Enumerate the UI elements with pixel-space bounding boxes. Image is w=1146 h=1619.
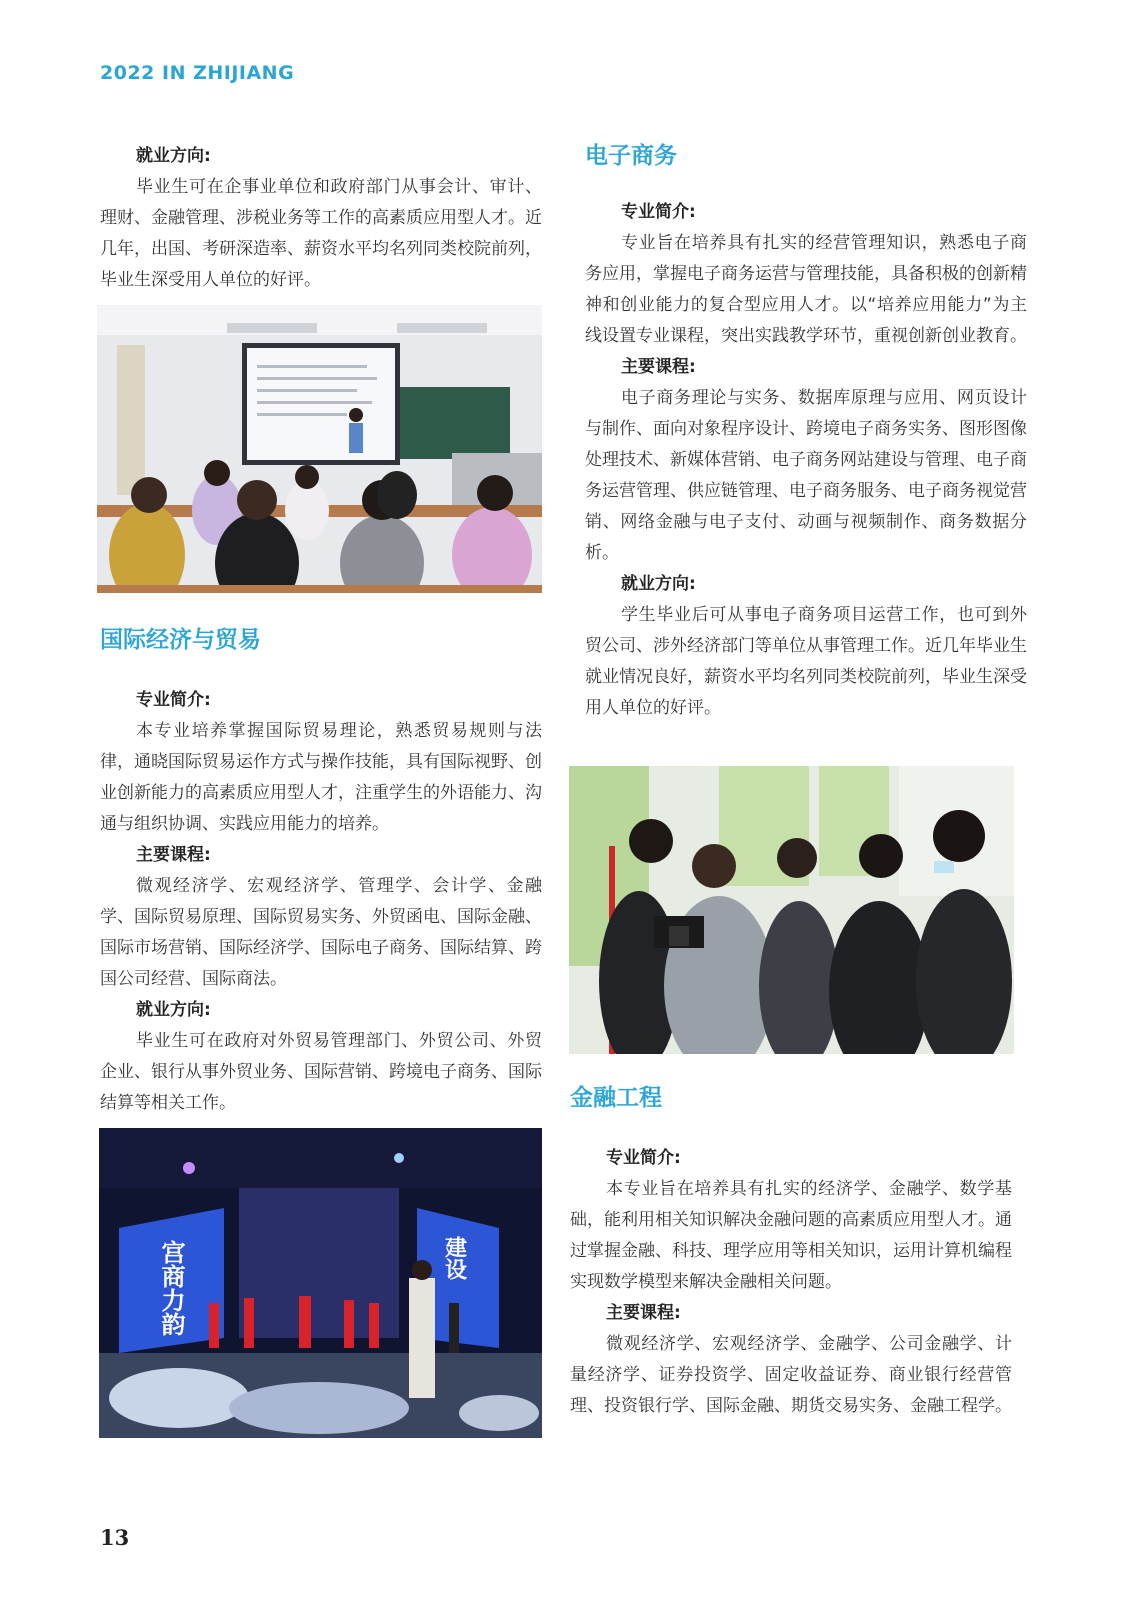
career-label: 就业方向: xyxy=(136,146,211,166)
intl-courses-label: 主要课程: xyxy=(136,845,211,865)
intl-career-text: 毕业生可在政府对外贸易管理部门、外贸公司、外贸企业、银行从事外贸业务、国际营销、跨境电子商务、国际结算等相关工作。 xyxy=(100,1031,542,1113)
finance-courses-text: 微观经济学、宏观经济学、金融学、公司金融学、计量经济学、证券投资学、固定收益证券、商业银行经营管理、投资银行学、国际金融、期货交易实务、金融工程学。 xyxy=(570,1334,1012,1416)
ecom-courses-label: 主要课程: xyxy=(621,357,696,377)
finance-section xyxy=(570,1083,1012,1422)
finance-title: 金融工程 xyxy=(570,1085,662,1111)
classroom-photo xyxy=(97,305,542,593)
intl-section xyxy=(100,625,542,1119)
stage-banner-left: 宫商力韵 xyxy=(157,1240,185,1336)
stage-performance-photo xyxy=(99,1128,542,1438)
left-column xyxy=(100,141,542,296)
finance-intro-text: 本专业旨在培养具有扎实的经济学、金融学、数学基础，能利用相关知识解决金融问题的高素质应用型人才。通过掌握金融、科技、理学应用等相关知识，运用计算机编程实现数学模型来解决金融相关问题。 xyxy=(570,1179,1012,1292)
camera-lab-photo xyxy=(569,766,1014,1054)
career-text: 毕业生可在企事业单位和政府部门从事会计、审计、理财、金融管理、涉税业务等工作的高素质应用型人才。近几年，出国、考研深造率、薪资水平均名列同类校院前列，毕业生深受用人单位的好评。 xyxy=(100,177,542,290)
running-header: 2022 IN ZHIJIANG xyxy=(100,62,295,84)
intl-title: 国际经济与贸易 xyxy=(100,627,261,653)
page-number: 13 xyxy=(100,1525,130,1550)
ecom-title: 电子商务 xyxy=(585,143,677,169)
ecom-career-text: 学生毕业后可从事电子商务项目运营工作，也可到外贸公司、涉外经济部门等单位从事管理工作。近几年毕业生就业情况良好，薪资水平均名列同类校院前列，毕业生深受用人单位的好评。 xyxy=(585,605,1027,718)
ecom-section xyxy=(585,141,1027,724)
ecom-courses-text: 电子商务理论与实务、数据库原理与应用、网页设计与制作、面向对象程序设计、跨境电子商务实务、图形图像处理技术、新媒体营销、电子商务网站建设与管理、电子商务运营管理、供应链管理、电子商务服务、电子商务视觉营销、网络金融与电子支付、动画与视频制作、商务数据分析。 xyxy=(585,388,1027,563)
finance-courses-label: 主要课程: xyxy=(606,1303,681,1323)
intl-career-label: 就业方向: xyxy=(136,1000,211,1020)
ecom-intro-label: 专业简介: xyxy=(621,202,696,222)
finance-intro-label: 专业简介: xyxy=(606,1148,681,1168)
ecom-intro-text: 专业旨在培养具有扎实的经营管理知识，熟悉电子商务应用，掌握电子商务运营与管理技能，具备积极的创新精神和创业能力的复合型应用人才。以“培养应用能力”为主线设置专业课程，突出实践教学环节，重视创新创业教育。 xyxy=(585,233,1027,346)
intl-intro-label: 专业简介: xyxy=(136,690,211,710)
stage-banner-right: 建设 xyxy=(441,1236,467,1280)
intl-intro-text: 本专业培养掌握国际贸易理论，熟悉贸易规则与法律，通晓国际贸易运作方式与操作技能，具有国际视野、创业创新能力的高素质应用型人才，注重学生的外语能力、沟通与组织协调、实践应用能力的培养。 xyxy=(100,721,542,834)
intl-courses-text: 微观经济学、宏观经济学、管理学、会计学、金融学、国际贸易原理、国际贸易实务、外贸函电、国际金融、国际市场营销、国际经济学、国际电子商务、国际结算、跨国公司经营、国际商法。 xyxy=(100,876,542,989)
ecom-career-label: 就业方向: xyxy=(621,574,696,594)
